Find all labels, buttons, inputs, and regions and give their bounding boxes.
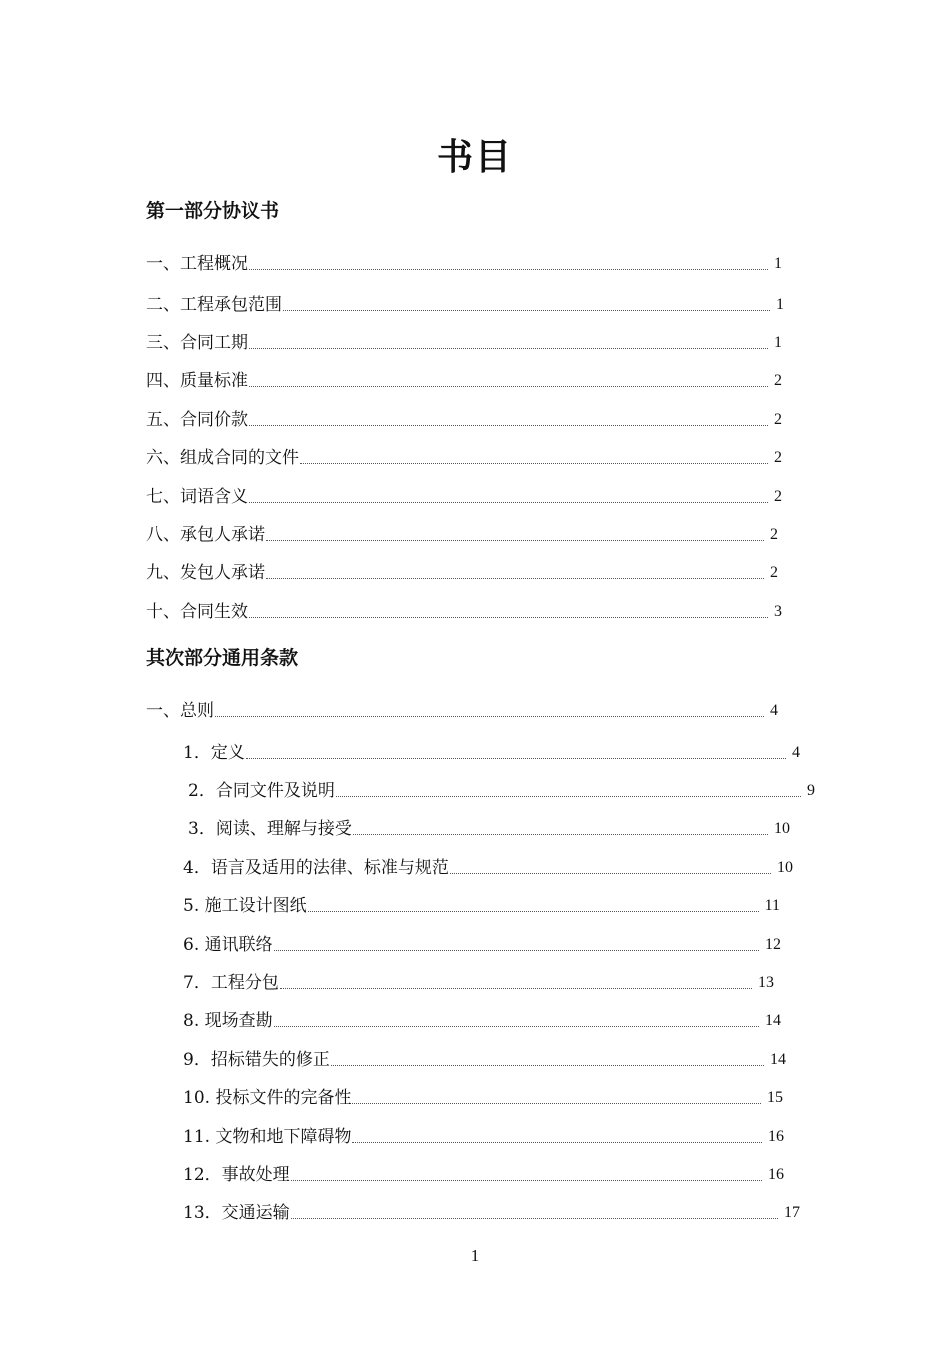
toc-entry-label: 九、发包人承诺	[146, 563, 265, 583]
section-heading-part2: 其次部分通用条款	[146, 647, 299, 669]
toc-entry-page: 15	[767, 1089, 783, 1106]
toc-entry[interactable]	[146, 559, 778, 583]
dot-leader	[283, 309, 770, 311]
toc-entry-label: 二、工程承包范围	[146, 295, 282, 315]
toc-entry-label: 5. 施工设计图纸	[183, 896, 307, 916]
toc-entry-page: 2	[774, 488, 782, 505]
toc-entry-label: 7．工程分包	[183, 973, 279, 993]
toc-entry-page: 13	[758, 974, 774, 991]
toc-entry[interactable]	[146, 367, 782, 391]
toc-entry-page: 3	[774, 603, 782, 620]
toc-entry-label: 十、合同生效	[146, 602, 248, 622]
toc-entry-page: 14	[765, 1012, 781, 1029]
toc-subentry[interactable]	[188, 777, 815, 801]
toc-entry[interactable]	[146, 291, 784, 315]
toc-entry-label: 八、承包人承诺	[146, 525, 265, 545]
toc-entry-label: 13．交通运输	[183, 1203, 290, 1223]
toc-entry-label: 一、总则	[146, 701, 214, 721]
toc-entry-page: 16	[768, 1166, 784, 1183]
dot-leader	[274, 1025, 759, 1027]
toc-entry-chapter[interactable]	[146, 697, 778, 721]
dot-leader	[308, 910, 759, 912]
toc-entry-page: 2	[770, 564, 778, 581]
dot-leader	[300, 462, 768, 464]
page-title: 书目	[436, 137, 513, 178]
dot-leader	[280, 987, 752, 989]
toc-entry-label: 六、组成合同的文件	[146, 448, 299, 468]
toc-entry-page: 2	[774, 372, 782, 389]
toc-entry[interactable]	[146, 250, 782, 274]
toc-subentry[interactable]	[183, 1199, 800, 1223]
toc-entry-label: 8. 现场查勘	[183, 1011, 273, 1031]
toc-subentry[interactable]	[183, 892, 780, 916]
dot-leader	[336, 795, 801, 797]
dot-leader	[291, 1217, 778, 1219]
toc-subentry[interactable]	[183, 854, 793, 878]
toc-entry-page: 2	[770, 526, 778, 543]
dot-leader	[249, 347, 768, 349]
toc-entry-label: 2．合同文件及说明	[188, 781, 335, 801]
toc-subentry[interactable]	[183, 1007, 781, 1031]
toc-entry-page: 10	[774, 820, 790, 837]
toc-entry-label: 6. 通讯联络	[183, 935, 273, 955]
toc-entry[interactable]	[146, 598, 782, 622]
dot-leader	[249, 616, 768, 618]
dot-leader	[249, 424, 768, 426]
dot-leader	[266, 539, 764, 541]
toc-entry-page: 12	[765, 936, 781, 953]
toc-subentry[interactable]	[188, 815, 790, 839]
dot-leader	[291, 1179, 762, 1181]
dot-leader	[246, 757, 786, 759]
toc-entry[interactable]	[146, 521, 778, 545]
dot-leader	[274, 949, 759, 951]
toc-entry-label: 9．招标错失的修正	[183, 1050, 330, 1070]
toc-entry-page: 1	[774, 334, 782, 351]
toc-subentry[interactable]	[183, 969, 774, 993]
toc-entry-page: 9	[807, 782, 815, 799]
toc-subentry[interactable]	[183, 1046, 786, 1070]
toc-subentry[interactable]	[183, 1084, 783, 1108]
toc-entry-page: 4	[770, 702, 778, 719]
toc-entry-label: 三、合同工期	[146, 333, 248, 353]
toc-entry-page: 10	[777, 859, 793, 876]
page-number: 1	[470, 1246, 480, 1265]
toc-entry-label: 一、工程概况	[146, 254, 248, 274]
dot-leader	[331, 1064, 764, 1066]
toc-entry-label: 11. 文物和地下障碍物	[183, 1127, 352, 1147]
toc-entry-page: 1	[774, 255, 782, 272]
section-heading-part1: 第一部分协议书	[146, 200, 280, 222]
dot-leader	[352, 1141, 762, 1143]
toc-entry-page: 2	[774, 449, 782, 466]
toc-entry-page: 4	[792, 744, 800, 761]
toc-entry-page: 17	[784, 1204, 800, 1221]
toc-entry-label: 12．事故处理	[183, 1165, 290, 1185]
toc-entry-label: 四、质量标准	[146, 371, 248, 391]
toc-subentry[interactable]	[183, 1123, 784, 1147]
toc-subentry[interactable]	[183, 1161, 784, 1185]
toc-entry-page: 1	[776, 296, 784, 313]
toc-subentry[interactable]	[183, 739, 800, 763]
dot-leader	[266, 577, 764, 579]
toc-entry-page: 14	[770, 1051, 786, 1068]
dot-leader	[450, 872, 771, 874]
toc-entry-label: 4．语言及适用的法律、标准与规范	[183, 858, 449, 878]
dot-leader	[249, 268, 768, 270]
toc-entry-page: 2	[774, 411, 782, 428]
toc-entry-label: 1．定义	[183, 743, 245, 763]
toc-entry-label: 七、词语含义	[146, 487, 248, 507]
toc-subentry[interactable]	[183, 931, 781, 955]
toc-entry-page: 16	[768, 1128, 784, 1145]
dot-leader	[353, 833, 768, 835]
dot-leader	[249, 501, 768, 503]
toc-entry[interactable]	[146, 329, 782, 353]
toc-entry[interactable]	[146, 406, 782, 430]
dot-leader	[352, 1102, 761, 1104]
toc-entry[interactable]	[146, 483, 782, 507]
toc-entry-label: 3．阅读、理解与接受	[188, 819, 352, 839]
dot-leader	[215, 715, 764, 717]
toc-entry-label: 10. 投标文件的完备性	[183, 1088, 352, 1108]
toc-entry-page: 11	[764, 897, 780, 914]
toc-entry-label: 五、合同价款	[146, 410, 248, 430]
dot-leader	[249, 385, 768, 387]
toc-entry[interactable]	[146, 444, 782, 468]
